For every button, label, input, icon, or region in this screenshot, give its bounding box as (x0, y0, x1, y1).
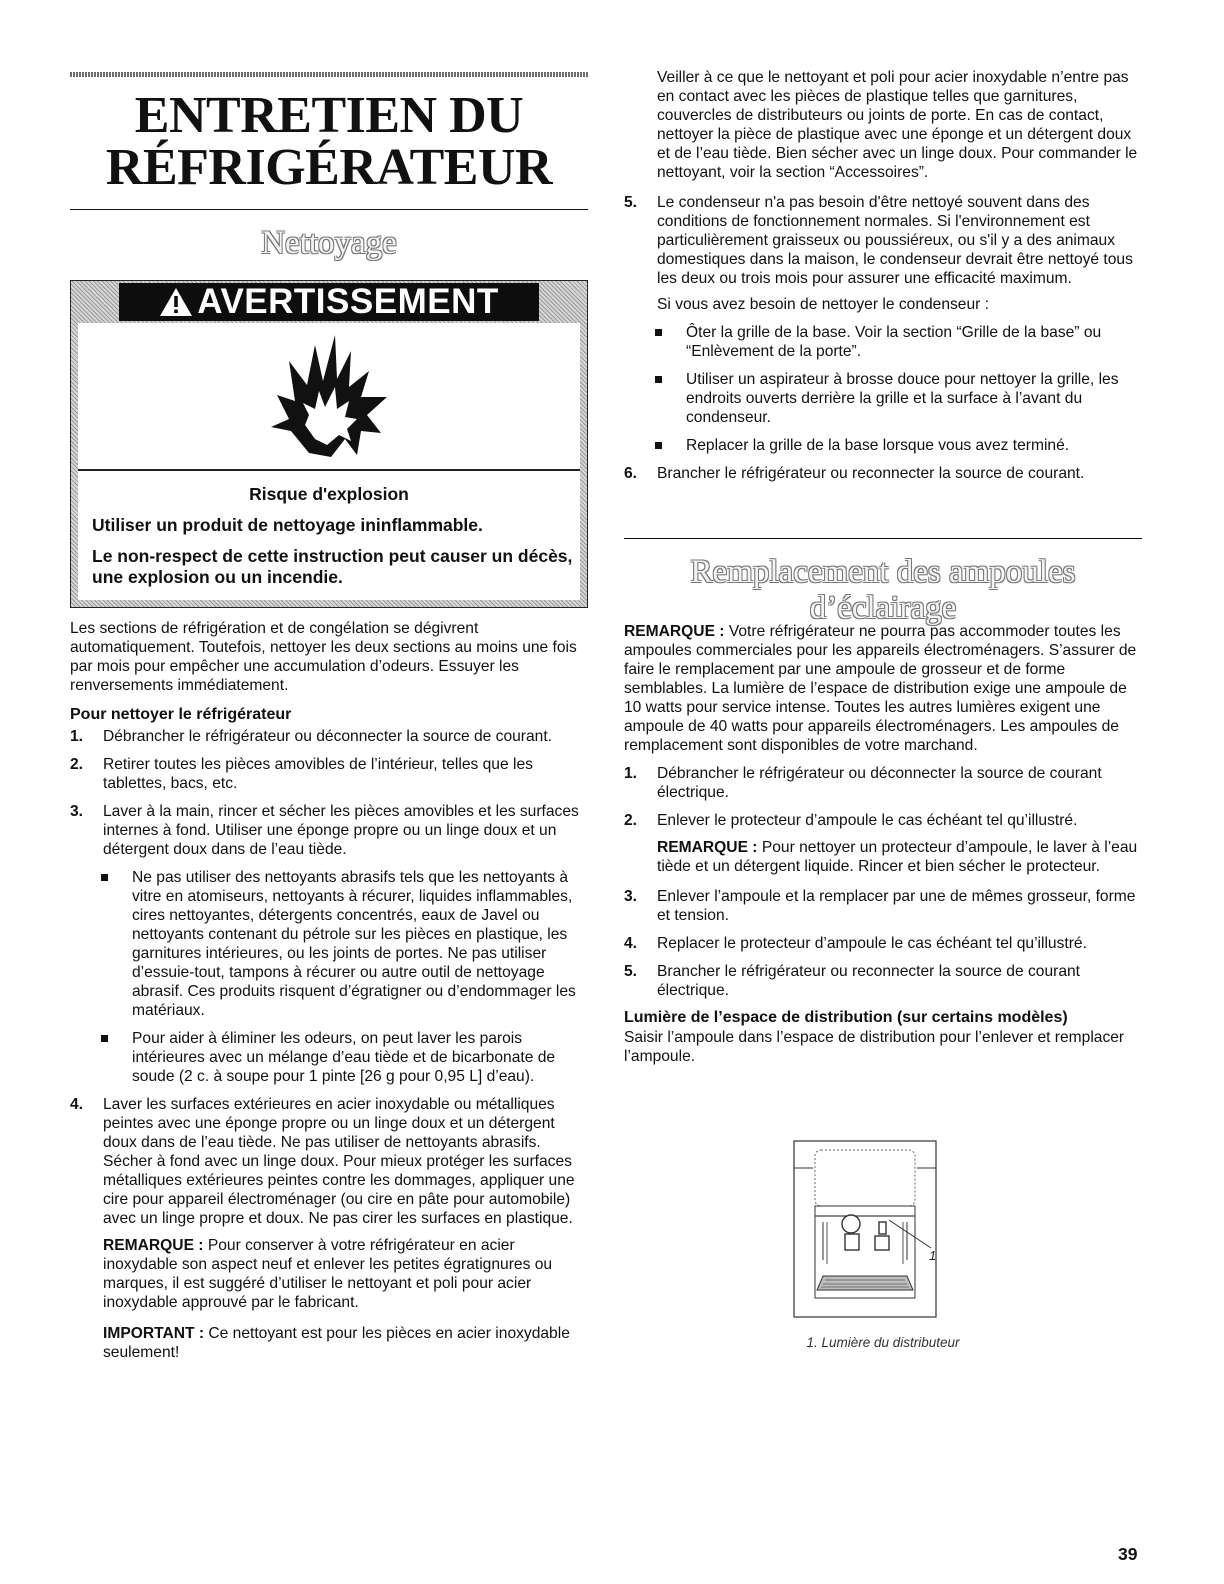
warning-instruction: Utiliser un produit de nettoyage ininflammable. (92, 515, 483, 535)
condenser-bullet-2: Utiliser un aspirateur à brosse douce pour nettoyer la grille, les endroits ouverts derrière la grille et la surface à l’avant du condenseur. (624, 370, 1142, 427)
clean-subheading: Pour nettoyer le réfrigérateur (70, 706, 292, 723)
clean-step-2 (70, 755, 588, 793)
condenser-block (624, 68, 1142, 483)
ampoule-step-text: Replacer le protecteur d’ampoule le cas échéant tel qu’illustré. (657, 935, 1087, 952)
clean-step-number: 3. (70, 803, 84, 820)
warning-triangle-icon (159, 287, 193, 317)
dispenser-light-text: Saisir l’ampoule dans l’espace de distribution pour l’enlever et remplacer l’ampoule. (624, 1029, 1125, 1065)
note-text: Pour nettoyer un protecteur d’ampoule, le laver à l’eau tiède et un détergent liquide. Rincer et bien sécher le protecteur. (657, 839, 1138, 875)
ampoule-step-1 (624, 764, 1142, 802)
step3-bullet-1: Ne pas utiliser des nettoyants abrasifs tels que les nettoyants à vitre en atomiseurs, nettoyants à récurer, liquides inflammables, cires nettoyantes, détergents concentrés, eaux de Javel ou nettoyants contenant du pétrole sur les pièces en plastique, les garnitures intérieures, ou les joints de portes. Ne pas utiliser d’essuie-tout, tampons à récurer ou autre outil de nettoyage abrasif. Ces produits risquent d’égratigner ou d’endommager les matériaux. (70, 868, 588, 1020)
ampoule-steps (624, 622, 1142, 1066)
clean-steps (70, 705, 588, 1362)
ampoule-step-text: Brancher le réfrigérateur ou reconnecter la source de courant électrique. (657, 963, 1080, 999)
top-dotted-rule (70, 72, 588, 77)
ampoule-step-2 (624, 811, 1142, 830)
clean-step-text: Brancher le réfrigérateur ou reconnecter la source de courant. (657, 465, 1085, 482)
clean-step-text: Laver les surfaces extérieures en acier inoxydable ou métalliques peintes avec une éponge propre ou un linge doux et un détergent doux dans de l’eau tiède. Ne pas utiliser de nettoyants abrasifs. Sécher à fond avec un linge doux. Pour mieux protéger les surfaces métalliques extérieures peintes contre les dommages, appliquer une cire pour appareil électroménager (ou cire en pâte pour automobile) avec un linge propre et doux. Ne pas cirer les surfaces en plastique. (103, 1096, 575, 1227)
step4-note (70, 1236, 588, 1312)
clean-step-4 (70, 1095, 588, 1228)
ampoules-heading-line-2: d’éclairage (809, 590, 957, 626)
warning-text (78, 483, 580, 588)
warning-box (70, 280, 588, 608)
ampoule-step-text: Enlever l’ampoule et la remplacer par une de mêmes grosseur, forme et tension. (657, 888, 1136, 924)
ampoule-step-number: 3. (624, 888, 638, 905)
figure-callout-number: 1 (929, 1248, 937, 1263)
clean-step-text: Débrancher le réfrigérateur ou déconnecter la source de courant. (103, 728, 553, 745)
condenser-bullet-1: Ôter la grille de la base. Voir la section “Grille de la base” ou “Enlèvement de la porte”. (624, 323, 1142, 361)
note-text: Pour conserver à votre réfrigérateur en acier inoxydable son aspect neuf et enlever les petites égratignures ou marques, il est suggéré d’utiliser le nettoyant et poli pour acier inoxydable approuvé par le fabricant. (103, 1237, 553, 1311)
warning-hatch-bottom (71, 600, 587, 607)
clean-step-number: 5. (624, 194, 638, 211)
ampoule-step-number: 1. (624, 765, 638, 782)
note-label: REMARQUE : (624, 623, 725, 640)
figure-caption: 1. Lumière du distributeur (806, 1335, 960, 1350)
dispenser-light-illustration (793, 1140, 937, 1318)
clean-step-number: 4. (70, 1096, 84, 1113)
clean-step-3 (70, 802, 588, 859)
ampoules-note (624, 622, 1142, 755)
note-label: REMARQUE : (103, 1237, 204, 1254)
clean-step-text: Laver à la main, rincer et sécher les pièces amovibles et les surfaces internes à fond. Utiliser une éponge propre ou un linge doux et un détergent doux dans de l’eau tiède. (103, 803, 579, 858)
clean-step-text: Retirer toutes les pièces amovibles de l’intérieur, telles que les tablettes, bacs, etc. (103, 756, 533, 792)
ampoules-heading (624, 554, 1142, 626)
page-title-line-1: ENTRETIEN DU (134, 87, 524, 144)
clean-step-text: Le condenseur n'a pas besoin d'être nettoyé souvent dans des conditions de fonctionnement normales. Si l'environnement est particulièrement graisseux ou poussiéreux, ou s'il y a des animaux domestiques dans la maison, le condenseur devrait être nettoyé tous les deux ou trois mois pour assurer une efficacité maximum. (657, 194, 1133, 287)
page-number: 39 (1118, 1544, 1138, 1564)
ampoule-step-3 (624, 887, 1142, 925)
step4-important (70, 1324, 588, 1362)
explosion-icon (269, 335, 389, 463)
ampoule-step-4 (624, 934, 1142, 953)
nettoyage-intro: Les sections de réfrigération et de congélation se dégivrent automatiquement. Toutefois, nettoyer les deux sections au moins une fois par mois pour empêcher une accumulation d’odeurs. Essuyer les renversements immédiatement. (70, 620, 577, 694)
ampoule-step-text: Débrancher le réfrigérateur ou déconnecter la source de courant électrique. (657, 765, 1102, 801)
important-label: IMPORTANT : (103, 1325, 205, 1342)
page-title (70, 87, 588, 196)
clean-step-number: 1. (70, 728, 84, 745)
ampoule-step-number: 4. (624, 935, 638, 952)
warning-banner-text: AVERTISSEMENT (197, 282, 499, 321)
clean-step-number: 2. (70, 756, 84, 773)
condenser-bullet-3: Replacer la grille de la base lorsque vous avez terminé. (624, 436, 1142, 455)
warning-hatch-right (580, 323, 587, 607)
important-text: Ce nettoyant est pour les pièces en acier inoxydable seulement! (103, 1325, 570, 1361)
clean-step-6 (624, 464, 1142, 483)
ampoule-step-number: 2. (624, 812, 638, 829)
nettoyage-heading: Nettoyage (261, 225, 397, 261)
clean-step-1 (70, 727, 588, 746)
page-title-line-2: RÉFRIGÉRATEUR (105, 139, 553, 196)
warning-risk: Risque d'explosion (249, 484, 409, 504)
dispenser-light-heading: Lumière de l’espace de distribution (sur certains modèles) (624, 1009, 1068, 1026)
section-divider (624, 538, 1142, 539)
ampoule-step2-note (624, 838, 1142, 876)
warning-banner (119, 283, 539, 321)
ampoule-step-text: Enlever le protecteur d’ampoule le cas échéant tel qu’illustré. (657, 812, 1078, 829)
warning-consequence: Le non-respect de cette instruction peut causer un décès, une explosion ou un incendie. (92, 546, 573, 587)
step3-bullet-2: Pour aider à éliminer les odeurs, on peut laver les parois intérieures avec un mélange d’eau tiède et de bicarbonate de soude (2 c. à soupe pour 1 pinte [26 g pour 0,95 L] d’eau). (70, 1029, 588, 1086)
clean-step-5 (624, 193, 1142, 288)
ampoule-step-number: 5. (624, 963, 638, 980)
title-divider (70, 209, 588, 210)
note-text: Votre réfrigérateur ne pourra pas accommoder toutes les ampoules commerciales pour les appareils électroménagers. S’assurer de faire le remplacement par une ampoule de grosseur et de forme semblables. La lumière de l’espace de distribution exige une ampoule de 10 watts pour service intense. Toutes les autres lumières exigent une ampoule de 40 watts pour appareils électroménagers. Les ampoules de remplacement sont disponibles de votre marchand. (624, 623, 1137, 754)
condenser-intro: Si vous avez besoin de nettoyer le condenseur : (657, 296, 990, 313)
note-label: REMARQUE : (657, 839, 758, 856)
warning-divider (78, 469, 580, 471)
explosion-area (78, 331, 580, 469)
warning-hatch-left (71, 323, 78, 607)
ampoule-step-5 (624, 962, 1142, 1000)
ampoules-heading-line-1: Remplacement des ampoules (690, 554, 1076, 590)
clean-step-number: 6. (624, 465, 638, 482)
step4-continued: Veiller à ce que le nettoyant et poli pour acier inoxydable n’entre pas en contact avec les pièces de plastique telles que garnitures, couvercles de distributeurs ou joints de porte. En cas de contact, nettoyer la pièce de plastique avec une éponge et un détergent doux et de l’eau tiède. Bien sécher avec un linge doux. Pour commander le nettoyant, voir la section “Accessoires”. (657, 69, 1138, 181)
